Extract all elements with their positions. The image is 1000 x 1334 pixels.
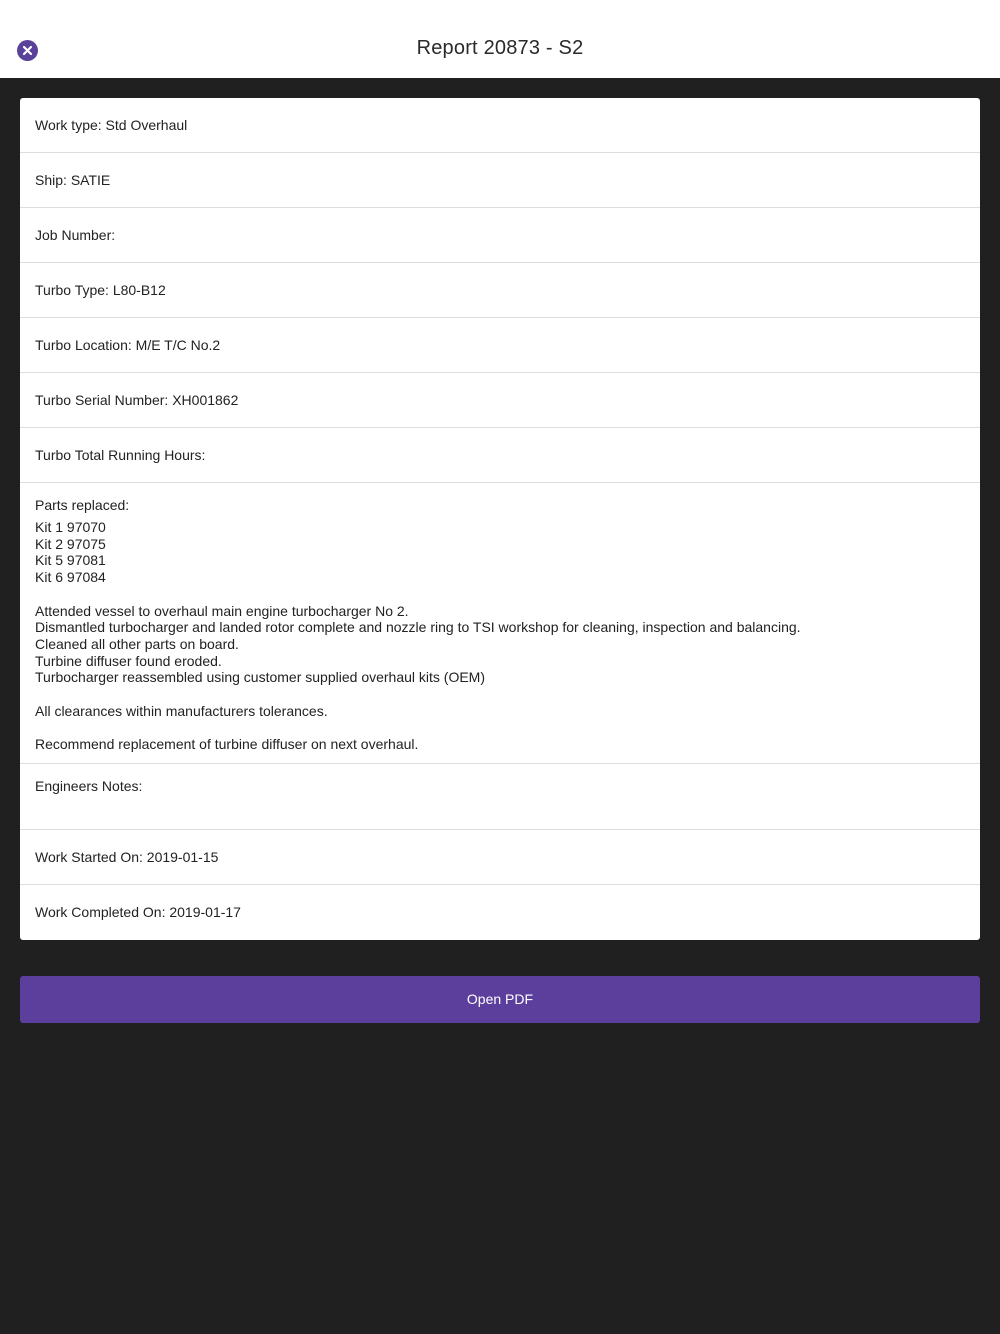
report-details-card	[20, 98, 980, 940]
ship-row	[20, 153, 980, 208]
work-completed-row	[20, 885, 980, 940]
field-value: SATIE	[70, 172, 111, 188]
field-value: 2019-01-17	[169, 904, 241, 920]
field-label: Turbo Total Running Hours:	[35, 447, 206, 463]
parts-replaced-text: Kit 1 97070 Kit 2 97075 Kit 5 97081 Kit 6 97084 Attended vessel to overhaul main engine turbocharger No 2. Dismantled turbocharger and landed rotor complete and nozzle ring to TSI workshop for cleaning, inspection and balancing. Cleaned all other parts on board. Turbine diffuser found eroded. Turbocharger reassembled using customer supplied overhaul kits (OEM) All clearances within manufacturers tolerances. Recommend replacement of turbine diffuser on next overhaul.	[35, 519, 801, 753]
top-bar	[0, 0, 1000, 78]
engineers-notes-label: Engineers Notes:	[35, 778, 143, 794]
turbo-type-row	[20, 263, 980, 318]
field-value: Std Overhaul	[105, 117, 188, 133]
turbo-running-hours-row	[20, 428, 980, 483]
engineers-notes-row	[20, 764, 980, 830]
field-value: 2019-01-15	[146, 849, 219, 865]
work-started-row	[20, 830, 980, 885]
page-title: Report 20873 - S2	[416, 37, 584, 59]
field-label: Job Number:	[35, 227, 116, 243]
parts-replaced-label: Parts replaced:	[35, 497, 130, 513]
open-pdf-button[interactable]: Open PDF	[20, 976, 980, 1023]
turbo-location-row	[20, 318, 980, 373]
field-label: Turbo Serial Number:	[35, 392, 173, 408]
turbo-serial-row	[20, 373, 980, 428]
field-label: Ship:	[35, 172, 71, 188]
field-label: Turbo Location:	[35, 337, 136, 353]
field-value: M/E T/C No.2	[135, 337, 221, 353]
field-label: Work type:	[35, 117, 106, 133]
job-number-row	[20, 208, 980, 263]
parts-replaced-row	[20, 483, 980, 764]
field-value: L80-B12	[112, 282, 166, 298]
work-type-row	[20, 98, 980, 153]
field-label: Work Completed On:	[35, 904, 170, 920]
field-label: Turbo Type:	[35, 282, 113, 298]
field-value: XH001862	[172, 392, 239, 408]
field-label: Work Started On:	[35, 849, 147, 865]
